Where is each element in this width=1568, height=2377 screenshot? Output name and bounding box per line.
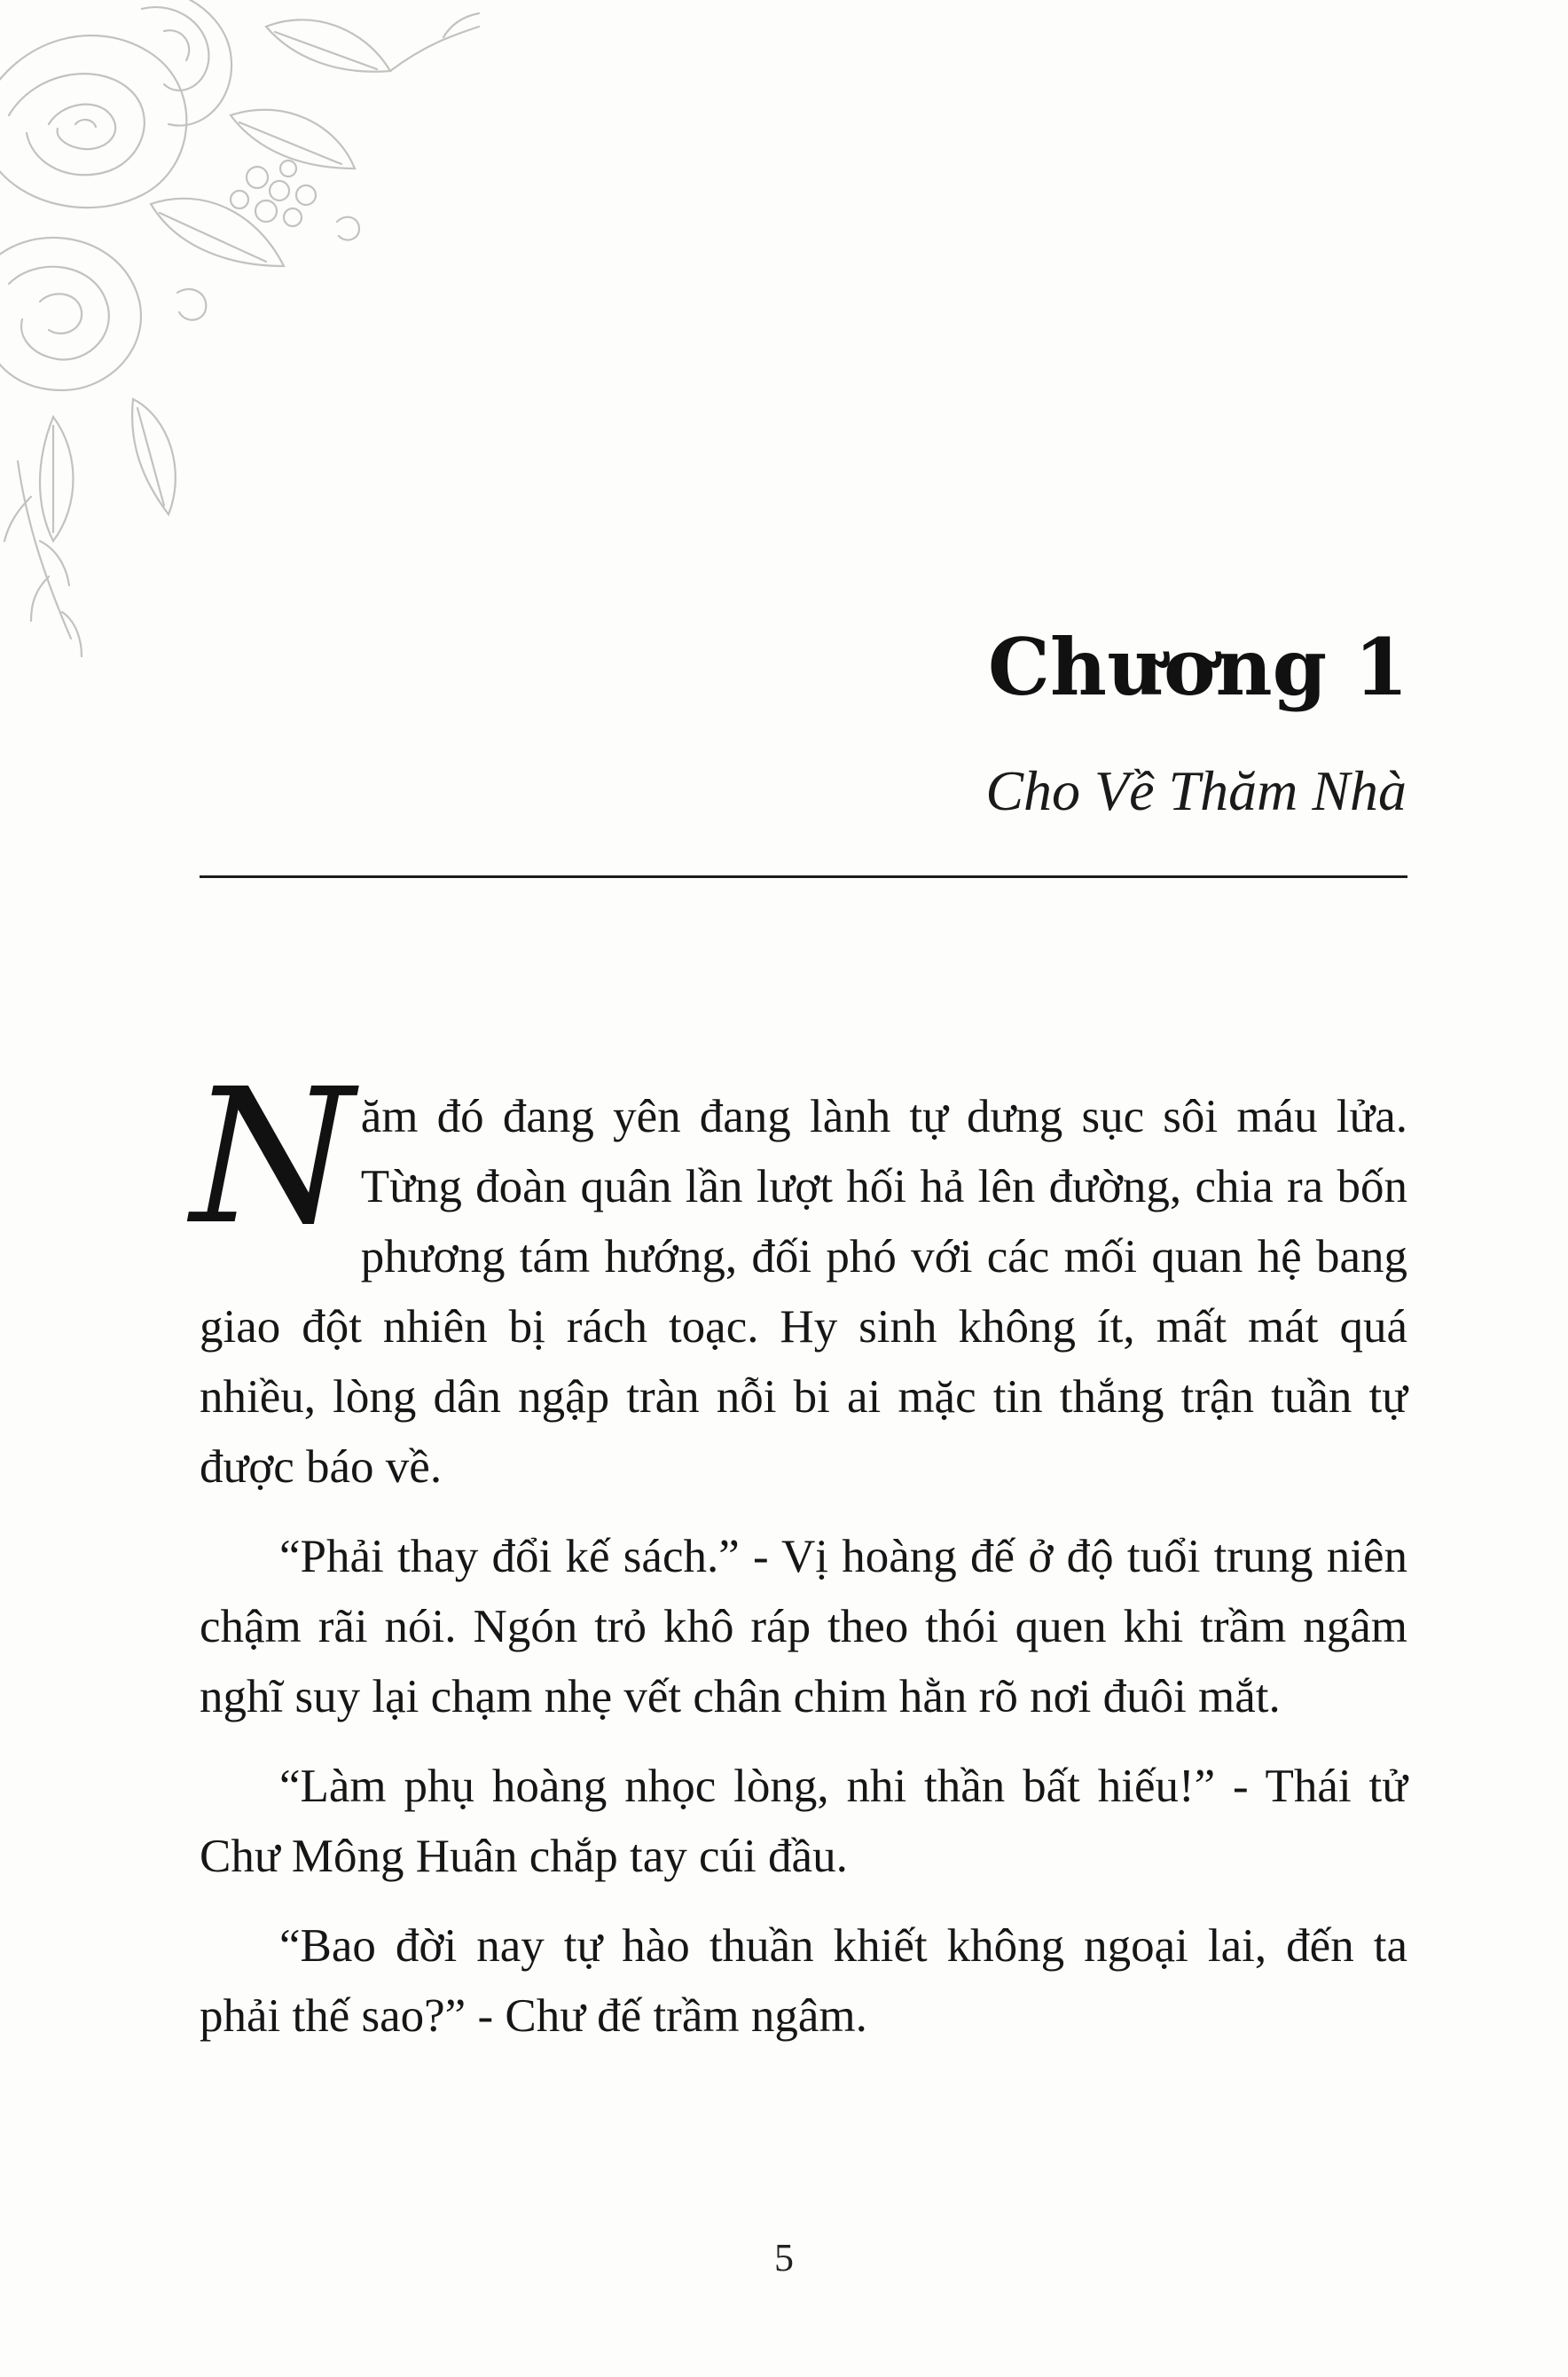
- chapter-body: [191, 1048, 1407, 2071]
- paragraph-1: [191, 1048, 1407, 1502]
- page-number: 5: [774, 2236, 794, 2279]
- paragraph-3: “Làm phụ hoàng nhọc lòng, nhi thần bất hiếu!” - Thái tử Chư Mông Huân chắp tay cúi đầu.: [200, 1761, 1407, 1882]
- paragraph-2: “Phải thay đổi kế sách.” - Vị hoàng đế ở độ tuổi trung niên chậm rãi nói. Ngón trỏ khô ráp theo thói quen khi trầm ngâm nghĩ suy lại chạm nhẹ vết chân chim hằn rõ nơi đuôi mắt.: [200, 1531, 1407, 1722]
- paragraph-text: ăm đó đang yên đang lành tự dưng sục sôi máu lửa. Từng đoàn quân lần lượt hối hả lên đường, chia ra bốn phương tám hướng, đối phó với các mối quan hệ bang giao đột nhiên bị rách toạc. Hy sinh không ít, mất mát quá nhiều, lòng dân ngập tràn nỗi bi ai mặc tin thắng trận tuần tự được báo về.: [200, 1091, 1407, 1493]
- chapter-subtitle: Cho Về Thăm Nhà: [985, 759, 1407, 822]
- paragraph-4: “Bao đời nay tự hào thuần khiết không ngoại lai, đến ta phải thế sao?” - Chư đế trầm ngâm.: [200, 1920, 1407, 2042]
- title-divider: [200, 875, 1407, 878]
- chapter-title: Chương 1: [987, 621, 1408, 713]
- drop-cap: N: [191, 1048, 354, 1266]
- floral-ornament-icon: [0, 0, 497, 692]
